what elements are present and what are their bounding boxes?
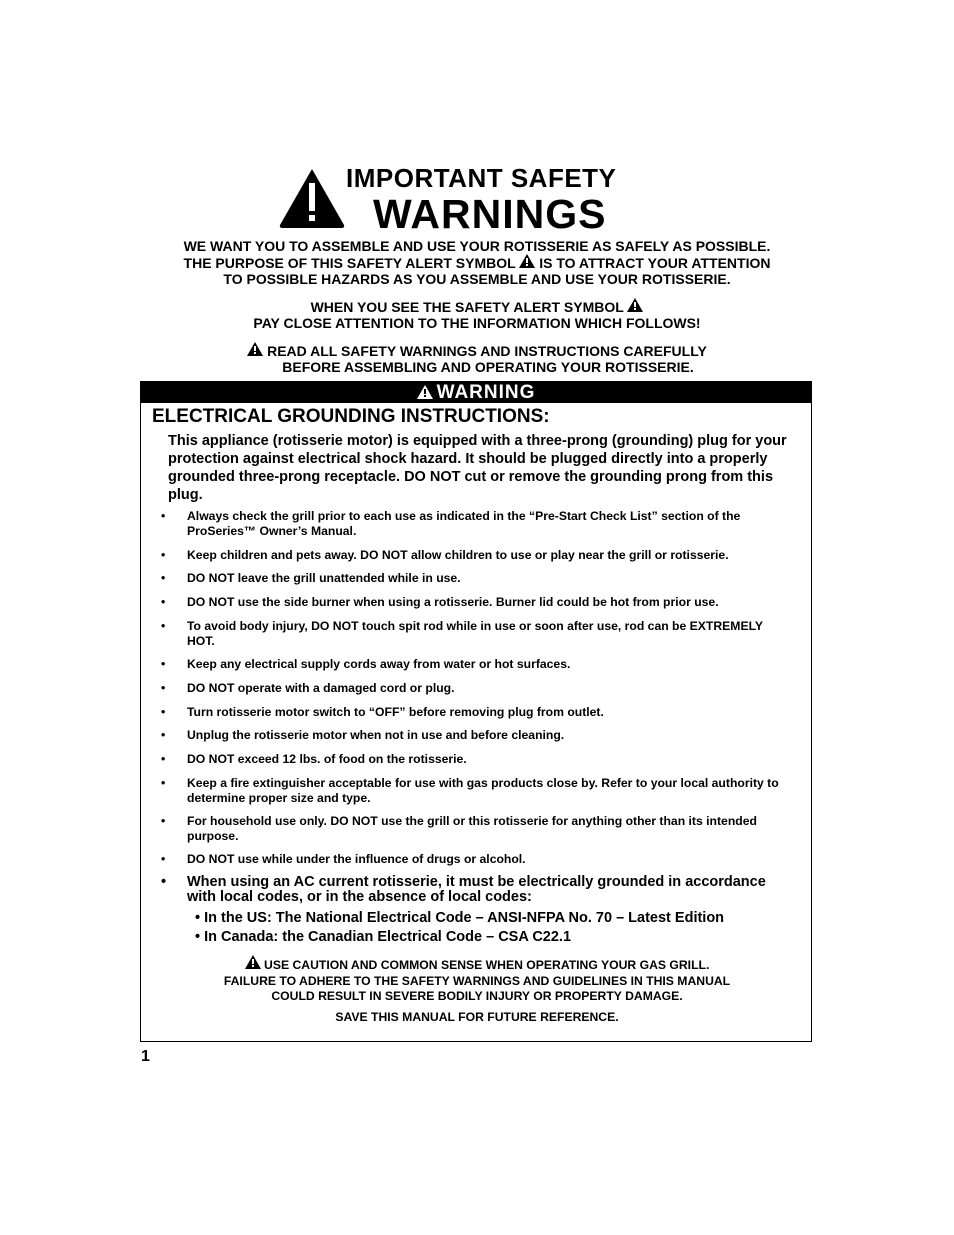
intro-text: WHEN YOU SEE THE SAFETY ALERT SYMBOL xyxy=(310,299,624,315)
intro-line: BEFORE ASSEMBLING AND OPERATING YOUR ROTISSERIE. xyxy=(282,359,694,375)
code-us: • In the US: The National Electrical Code – ANSI-NFPA No. 70 – Latest Edition xyxy=(195,910,725,926)
header-title-line2: WARNINGS xyxy=(373,191,607,237)
safety-alert-icon xyxy=(519,254,535,268)
caution-notice xyxy=(141,955,813,1005)
list-item xyxy=(141,875,813,947)
intro-alert xyxy=(100,298,854,331)
bullet-icon: • xyxy=(161,619,166,633)
bullet-icon: • xyxy=(161,681,166,695)
section-heading: ELECTRICAL GROUNDING INSTRUCTIONS: xyxy=(152,406,550,427)
bullet-icon: • xyxy=(161,571,166,585)
safety-alert-icon xyxy=(247,342,263,356)
list-item-text: DO NOT exceed 12 lbs. of food on the rotisserie. xyxy=(187,752,467,766)
intro-line xyxy=(100,342,854,359)
electrical-codes xyxy=(187,909,793,947)
list-item-text: For household use only. DO NOT use the grill or this rotisserie for anything other than its intended purpose. xyxy=(187,814,757,843)
list-item-text: Keep any electrical supply cords away from water or hot surfaces. xyxy=(187,657,571,671)
bullet-icon: • xyxy=(161,705,166,719)
bullet-icon: • xyxy=(161,548,166,562)
list-item-text: Keep children and pets away. DO NOT allow children to use or play near the grill or rotisserie. xyxy=(187,548,729,562)
intro-line xyxy=(100,298,854,315)
list-item-text: When using an AC current rotisserie, it must be electrically grounded in accordance with local codes, or in the absence of local codes: xyxy=(187,874,766,905)
list-item xyxy=(141,705,813,720)
list-item xyxy=(141,852,813,867)
bullet-icon: • xyxy=(161,814,166,828)
list-item xyxy=(141,752,813,767)
bullet-icon: • xyxy=(161,657,166,671)
intro-purpose xyxy=(100,238,854,287)
caution-line: FAILURE TO ADHERE TO THE SAFETY WARNINGS AND GUIDELINES IN THIS MANUAL xyxy=(223,973,731,988)
page-number: 1 xyxy=(141,1048,150,1065)
bullet-icon: • xyxy=(161,852,166,866)
list-item-text: DO NOT use while under the influence of drugs or alcohol. xyxy=(187,852,526,866)
intro-read xyxy=(100,342,854,375)
grounding-paragraph: This appliance (rotisserie motor) is equipped with a three-prong (grounding) plug for your protection against electrical shock hazard. It should be plugged directly into a properly grounded three-prong receptacle. DO NOT cut or remove the grounding prong from this plug. xyxy=(168,433,787,503)
warning-box xyxy=(140,381,812,1042)
list-item-text: To avoid body injury, DO NOT touch spit rod while in use or soon after use, rod can be EXTREMELY HOT. xyxy=(187,619,763,648)
list-item-text: Turn rotisserie motor switch to “OFF” before removing plug from outlet. xyxy=(187,705,604,719)
list-item-text: DO NOT operate with a damaged cord or plug. xyxy=(187,681,455,695)
bullet-icon: • xyxy=(161,595,166,609)
safety-alert-icon xyxy=(278,167,346,229)
safety-header xyxy=(278,163,678,237)
list-item xyxy=(141,814,813,844)
intro-line: TO POSSIBLE HAZARDS AS YOU ASSEMBLE AND USE YOUR ROTISSERIE. xyxy=(223,271,731,287)
list-item xyxy=(141,657,813,672)
bullet-icon: • xyxy=(161,874,167,890)
caution-line: COULD RESULT IN SEVERE BODILY INJURY OR PROPERTY DAMAGE. xyxy=(271,989,683,1003)
intro-text: READ ALL SAFETY WARNINGS AND INSTRUCTIONS CAREFULLY xyxy=(267,343,707,359)
intro-text: THE PURPOSE OF THIS SAFETY ALERT SYMBOL xyxy=(183,255,516,271)
list-item xyxy=(141,776,813,806)
bullet-icon: • xyxy=(161,728,166,742)
list-item xyxy=(141,509,813,539)
list-item xyxy=(141,728,813,743)
list-item-text: DO NOT use the side burner when using a rotisserie. Burner lid could be hot from prior use. xyxy=(187,595,719,609)
list-item xyxy=(141,619,813,649)
header-title-line1: IMPORTANT SAFETY xyxy=(346,163,617,193)
code-canada: • In Canada: the Canadian Electrical Code – CSA C22.1 xyxy=(195,929,572,945)
list-item xyxy=(141,595,813,610)
list-item-text: Keep a fire extinguisher acceptable for use with gas products close by. Refer to your local authority to determine proper size and type. xyxy=(187,776,779,805)
intro-line xyxy=(100,254,854,271)
list-item xyxy=(141,571,813,586)
list-item xyxy=(141,548,813,563)
list-item-text: DO NOT leave the grill unattended while in use. xyxy=(187,571,461,585)
caution-text: USE CAUTION AND COMMON SENSE WHEN OPERATING YOUR GAS GRILL. xyxy=(264,958,710,972)
caution-line xyxy=(141,955,813,974)
safety-alert-icon xyxy=(627,298,643,312)
list-item xyxy=(141,681,813,696)
intro-line: WE WANT YOU TO ASSEMBLE AND USE YOUR ROTISSERIE AS SAFELY AS POSSIBLE. xyxy=(183,238,771,254)
list-item-text: Always check the grill prior to each use as indicated in the “Pre-Start Check List” section of the ProSeries™ Owner’s Manual. xyxy=(187,509,741,538)
bullet-icon: • xyxy=(161,776,166,790)
warning-bar xyxy=(141,382,811,403)
save-manual-notice: SAVE THIS MANUAL FOR FUTURE REFERENCE. xyxy=(335,1010,619,1024)
warning-label: WARNING xyxy=(436,382,536,403)
intro-text: IS TO ATTRACT YOUR ATTENTION xyxy=(539,255,771,271)
bullet-icon: • xyxy=(161,509,166,523)
list-item-text: Unplug the rotisserie motor when not in use and before cleaning. xyxy=(187,728,565,742)
safety-bullet-list xyxy=(141,509,813,947)
intro-line: PAY CLOSE ATTENTION TO THE INFORMATION WHICH FOLLOWS! xyxy=(253,315,701,331)
safety-alert-icon xyxy=(245,955,261,969)
safety-alert-icon xyxy=(417,385,433,399)
bullet-icon: • xyxy=(161,752,166,766)
